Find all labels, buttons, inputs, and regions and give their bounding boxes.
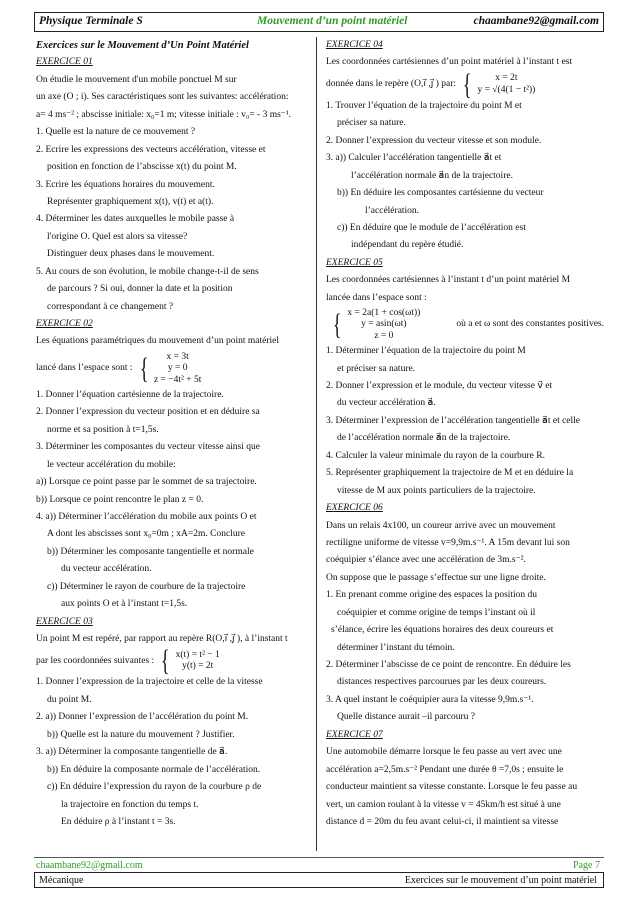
ex04-line: b)) En déduire les composantes cartésienne du vecteur: [337, 188, 544, 199]
ex01-line: 4. Déterminer les dates auxquelles le mobile passe à: [36, 214, 235, 225]
ex02-line: le vecteur accélération du mobile:: [47, 459, 176, 470]
ex03-line: b)) Quelle est la nature du mouvement ? Justifier.: [47, 729, 235, 740]
equation: x = 3t: [166, 351, 189, 362]
ex01-line: 5. Au cours de son évolution, le mobile change-t-il de sens: [36, 266, 259, 277]
exercise-02-heading: EXERCICE 02: [36, 319, 93, 329]
equations: [154, 352, 201, 387]
ex04-line: 1. Trouver l’équation de la trajectoire du point M et: [326, 100, 522, 111]
header-email: chaambane92@gmail.com: [473, 15, 599, 27]
equation: x = 2a(1 + cos(ωt)): [347, 307, 421, 318]
ex06-line: distances respectives parcourues par les deux coureurs.: [337, 677, 547, 688]
ex02-line: 4. a)) Déterminer l’accélération du mobile aux points O et: [36, 511, 257, 522]
equation: y = √(4(1 − t²)): [477, 84, 536, 95]
ex03-line: du point M.: [47, 694, 92, 705]
ex05-line: 1. Déterminer l’équation de la trajectoire du point M: [326, 346, 526, 357]
ex06-line: coéquipier s’élance avec une accélération de 3m.s⁻².: [326, 555, 526, 566]
footer-email: chaambane92@gmail.com: [36, 860, 143, 871]
ex01-line: 1. Quelle est la nature de ce mouvement ?: [36, 127, 196, 138]
ex05-line: de l’accélération normale a⃗n de la trajectoire.: [337, 433, 511, 444]
ex05-equation-system: [326, 307, 607, 343]
ex04-line: préciser sa nature.: [337, 118, 406, 129]
ex02-system-label: lancé dans l’espace sont :: [36, 363, 133, 374]
page-footer: [34, 857, 604, 871]
ex06-line: rectiligne uniforme de vitesse v=9,9m.s⁻¹. A 15m devant lui son: [326, 537, 570, 548]
ex01-line: un axe (O ; i). Ses caractéristiques sont les suivantes: accélération:: [36, 92, 289, 103]
ex06-line: coéquipier et comme origine de temps l’instant où il: [337, 607, 536, 618]
ex05-system-note: où a et ω sont des constantes positives.: [456, 319, 604, 330]
header-course: Physique Terminale S: [39, 15, 143, 27]
ex05-intro: lancée dans l’espace sont :: [326, 292, 427, 303]
ex06-line: 2. Déterminer l’abscisse de ce point de rencontre. En déduire les: [326, 660, 571, 670]
ex01-line: 2. Ecrire les expressions des vecteurs accélération, vitesse et: [36, 144, 266, 155]
footer-subject: Mécanique: [39, 875, 84, 886]
ex03-line: c)) En déduire l’expression du rayon de la courbure ρ de: [47, 782, 262, 793]
ex03-line: 3. a)) Déterminer la composante tangentielle de a⃗.: [36, 747, 228, 758]
footer-topic: Exercices sur le mouvement d’un point matériel: [404, 875, 597, 886]
document-title: Exercices sur le Mouvement d’Un Point Matériel: [36, 40, 249, 51]
exercise-01-heading: EXERCICE 01: [36, 57, 93, 68]
ex02-line: norme et sa position à t=1,5s.: [47, 424, 159, 435]
ex04-line: c)) En déduire que le module de l’accélération est: [337, 222, 526, 233]
ex06-line: 1. En prenant comme origine des espaces la position du: [326, 590, 538, 601]
ex01-line: de parcours ? Si oui, donner la date et la position: [47, 284, 233, 295]
equation: y = asin(ωt): [361, 319, 407, 330]
exercise-05-heading: EXERCICE 05: [326, 257, 383, 268]
exercise-07-heading: EXERCICE 07: [326, 729, 383, 740]
ex03-system-label: par les coordonnées suivantes :: [36, 655, 155, 666]
ex06-line: Dans un relais 4x100, un coureur arrive avec un mouvement: [326, 520, 556, 531]
ex02-line: b)) Lorsque ce point rencontre le plan z = 0.: [36, 494, 204, 505]
ex05-line: 2. Donner l’expression et le module, du vecteur vitesse v⃗ et: [326, 381, 553, 391]
ex04-line: 3. a)) Calculer l’accélération tangentielle a⃗t et: [326, 153, 502, 164]
ex03-line: 2. a)) Donner l’expression de l’accélération du point M.: [36, 712, 249, 723]
ex01-line: position en fonction de l’abscisse x(t) du point M.: [47, 162, 237, 173]
equations: [176, 650, 220, 673]
equation: y(t) = 2t: [182, 661, 214, 672]
ex01-line: Distinguer deux phases dans le mouvement.: [47, 249, 215, 260]
ex07-line: accélération a=2,5m.s⁻² Pendant une durée θ =7,0s ; ensuite le: [326, 764, 564, 775]
ex02-line: 3. Déterminer les composantes du vecteur vitesse ainsi que: [36, 442, 260, 453]
ex02-line: du vecteur accélération.: [61, 564, 152, 575]
ex02-line: A dont les abscisses sont x₀=0m ; xA=2m. Conclure: [47, 529, 245, 540]
exercise-06-heading: EXERCICE 06: [326, 503, 383, 514]
ex02-line: 1. Donner l’équation cartésienne de la trajectoire.: [36, 389, 224, 400]
ex05-line: vitesse de M aux points particuliers de la trajectoire.: [337, 485, 536, 496]
brace-symbol: {: [161, 644, 170, 678]
ex04-system-label: donnée dans le repère (O,ı⃗ ,ȷ⃗ ) par:: [326, 79, 457, 90]
ex03-line: 1. Donner l’expression de la trajectoire et celle de la vitesse: [36, 677, 263, 688]
ex03-line: la trajectoire en fonction du temps t.: [61, 799, 199, 810]
ex07-line: vert, un camion roulant à la vitesse v = 45km/h est situé à une: [326, 799, 561, 810]
equation: x(t) = t² − 1: [175, 649, 220, 660]
ex06-line: s’élance, écrire les équations horaires des deux coureurs et: [331, 625, 554, 636]
ex06-line: On suppose que le passage s’effectue sur une ligne droite.: [326, 572, 546, 583]
equation: z = −4t² + 5t: [153, 374, 202, 385]
brace-symbol: {: [139, 351, 149, 385]
ex03-intro: Un point M est repéré, par rapport au repère R(O,ı⃗ ,ȷ⃗ ), à l’instant t: [36, 634, 288, 644]
ex02-intro: Les équations paramétriques du mouvement d’un point matériel: [36, 336, 279, 347]
ex07-line: distance d = 20m du feu avant celui-ci, il maintient sa vitesse: [326, 816, 559, 827]
ex05-line: 3. Déterminer l’expression de l’accélération tangentielle a⃗t et celle: [326, 415, 581, 426]
ex02-line: c)) Déterminer le rayon de courbure de la trajectoire: [47, 581, 246, 592]
header-chapter: Mouvement d’un point matériel: [257, 15, 408, 27]
ex06-line: déterminer l’instant du témoin.: [337, 642, 455, 653]
ex03-equation-system: [36, 644, 317, 678]
equation: y = 0: [167, 363, 188, 374]
ex04-line: l’accélération.: [365, 205, 420, 216]
equations: [347, 308, 420, 343]
ex01-line: a= 4 ms⁻² ; abscisse initiale: x₀=1 m; vitesse initiale : v₀= - 3 ms⁻¹.: [36, 109, 292, 120]
ex02-line: 2. Donner l’expression du vecteur position et en déduire sa: [36, 407, 260, 418]
ex01-line: correspondant à ce changement ?: [47, 301, 174, 312]
ex01-line: Représenter graphiquement x(t), v(t) et a(t).: [47, 196, 214, 207]
ex04-line: l’accélération normale a⃗n de la trajectoire.: [351, 170, 513, 181]
exercise-04-heading: EXERCICE 04: [326, 40, 383, 50]
right-column: [326, 37, 607, 831]
equations: [477, 73, 535, 96]
ex04-intro: Les coordonnées cartésiennes d’un point matériel à l’instant t est: [326, 57, 573, 68]
ex02-equation-system: [36, 351, 317, 387]
exercise-03-heading: EXERCICE 03: [36, 616, 93, 627]
ex03-line: En déduire ρ à l’instant t = 3s.: [61, 816, 176, 827]
footer-banner: [34, 872, 604, 888]
ex02-line: b)) Déterminer les composante tangentielle et normale: [47, 546, 254, 557]
ex01-line: l'origine O. Quel est alors sa vitesse?: [47, 231, 188, 242]
equation: x = 2t: [495, 73, 518, 84]
ex07-line: Une automobile démarre lorsque le feu passe au vert avec une: [326, 747, 562, 758]
ex01-line: On étudie le mouvement d'un mobile ponctuel M sur: [36, 74, 237, 85]
ex02-line: a)) Lorsque ce point passe par le sommet de sa trajectoire.: [36, 477, 257, 488]
ex05-line: et préciser sa nature.: [337, 363, 416, 374]
page-header: [34, 12, 604, 32]
ex04-line: 2. Donner l’expression du vecteur vitesse et son module.: [326, 135, 542, 146]
page-number: Page 7: [573, 860, 600, 871]
brace-symbol: {: [332, 308, 342, 342]
ex03-line: b)) En déduire la composante normale de l’accélération.: [47, 764, 261, 775]
ex05-line: du vecteur accélération a⃗.: [337, 398, 436, 409]
ex06-line: Quelle distance aurait –il parcouru ?: [337, 712, 475, 723]
ex04-line: indépendant du repère étudié.: [351, 240, 464, 251]
ex07-line: conducteur maintient sa vitesse constante. Lorsque le feu passe au: [326, 782, 578, 793]
ex02-line: aux points O et à l’instant t=1,5s.: [61, 599, 188, 610]
ex04-equation-system: [326, 67, 607, 101]
left-column: [36, 37, 317, 831]
ex05-intro: Les coordonnées cartésiennes à l’instant t d’un point matériel M: [326, 275, 571, 286]
ex01-line: 3. Ecrire les équations horaires du mouvement.: [36, 179, 215, 190]
ex05-line: 4. Calculer la valeur minimale du rayon de la courbure R.: [326, 450, 545, 461]
ex06-line: 3. A quel instant le coéquipier aura la vitesse 9,9m.s⁻¹.: [326, 694, 534, 705]
ex05-line: 5. Représenter graphiquement la trajectoire de M et en déduire la: [326, 468, 574, 479]
brace-symbol: {: [462, 67, 472, 101]
equation: z = 0: [374, 330, 394, 341]
